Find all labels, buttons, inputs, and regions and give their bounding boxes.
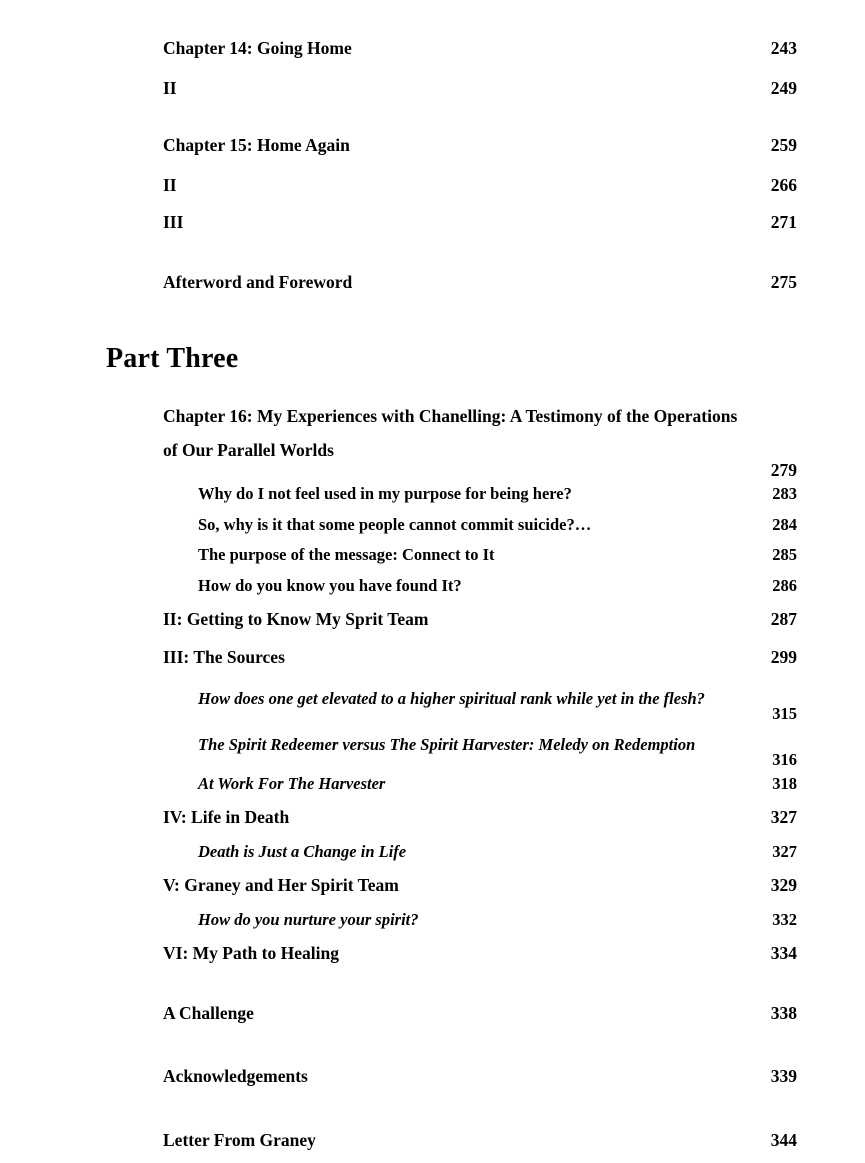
spacer [0,242,865,260]
toc-entry-chapter-14-ii[interactable] [163,70,797,108]
toc-entry-chapter-15[interactable] [163,125,797,167]
toc-entry-page-number: 283 [772,484,797,504]
spacer [0,1036,865,1054]
spacer [0,1100,865,1118]
toc-entry-label: IV: Life in Death [163,807,290,828]
toc-entry-page-number: 299 [770,646,797,667]
toc-entry-page-number: 284 [772,514,797,534]
toc-entry-label: Why do I not feel used in my purpose for being here? [198,484,572,504]
toc-entry-page-number: 243 [770,38,797,58]
toc-entry-page-number: 332 [772,909,797,929]
toc-entry-page-number: 275 [770,271,797,292]
toc-entry-how-does-one-get-elevated[interactable] [198,676,797,722]
toc-entry-page-number: 259 [770,135,797,155]
toc-entry-chapter-15-ii[interactable] [163,167,797,205]
toc-entry-page-number: 279 [770,459,797,480]
toc-entry-label: So, why is it that some people cannot commit suicide?… [198,514,592,534]
toc-entry-label: II: Getting to Know My Sprit Team [163,609,429,630]
toc-entry-label: II [163,174,177,195]
toc-entry-chapter-16-ii[interactable] [163,601,797,639]
toc-entry-label: How does one get elevated to a higher spiritual rank while yet in the flesh? [198,689,705,709]
toc-entry-page-number: 338 [770,1002,797,1023]
toc-entry-label: VI: My Path to Healing [163,943,339,964]
toc-entry-label: Afterword and Foreword [163,271,353,292]
toc-entry-page-number: 315 [772,703,797,723]
toc-entry-page-number: 327 [772,841,797,861]
spacer [0,107,865,125]
toc-entry-page-number: 287 [770,609,797,630]
toc-entry-chapter-16-vi[interactable] [163,935,797,973]
toc-entry-page-number: 285 [772,545,797,565]
toc-entry-label: Chapter 15: Home Again [163,135,350,155]
toc-entry-a-challenge[interactable] [163,991,797,1037]
toc-entry-page-number: 249 [770,77,797,98]
toc-entry-chapter-16-iv[interactable] [163,799,797,837]
toc-entry-page-number: 329 [770,875,797,896]
toc-entry-chapter-14[interactable] [163,28,797,70]
toc-entry-label: Chapter 16: My Experiences with Chanelling: A Testimony of the Operations of Our Parallel Worlds [163,406,738,461]
toc-entry-label: II [163,77,177,98]
toc-entry-page-number: 339 [770,1066,797,1087]
toc-entry-spirit-redeemer-versus-harvester[interactable] [198,722,797,768]
toc-entry-label: III: The Sources [163,646,285,667]
toc-entry-page-number: 344 [770,1129,797,1150]
toc-entry-how-do-you-know-found-it[interactable] [198,571,797,602]
toc-entry-label: Death is Just a Change in Life [198,841,407,861]
toc-entry-page-number: 334 [770,943,797,964]
toc-entry-at-work-for-the-harvester[interactable] [198,769,797,800]
toc-entry-label: A Challenge [163,1002,254,1023]
toc-entry-label: How do you know you have found It? [198,575,462,595]
toc-entry-so-why-is-it-suicide[interactable] [198,510,797,541]
toc-entry-label: III [163,212,184,232]
toc-entry-label: How do you nurture your spirit? [198,909,419,929]
spacer [0,973,865,991]
toc-entry-how-do-you-nurture-your-spirit[interactable] [198,905,797,936]
toc-entry-label: Acknowledgements [163,1066,308,1087]
toc-entry-letter-from-graney[interactable] [163,1118,797,1163]
toc-entry-death-is-just-a-change-in-life[interactable] [198,837,797,868]
toc-entry-afterword-and-foreword[interactable] [163,260,797,306]
toc-entry-chapter-16-v[interactable] [163,867,797,905]
toc-entry-label: Letter From Graney [163,1129,316,1150]
toc-entry-why-do-i-not-feel-used[interactable] [198,479,797,510]
toc-entry-label: The Spirit Redeemer versus The Spirit Harvester: Meledy on Redemption [198,735,696,755]
toc-entry-page-number: 286 [772,575,797,595]
toc-entry-chapter-15-iii[interactable] [163,204,797,242]
toc-entry-purpose-of-the-message[interactable] [198,540,797,571]
toc-entry-page-number: 316 [772,750,797,770]
toc-entry-page-number: 271 [770,212,797,232]
toc-entry-label: At Work For The Harvester [198,773,386,793]
toc-entry-chapter-16-iii[interactable] [163,639,797,677]
spacer [0,305,865,323]
toc-entry-chapter-16[interactable] [163,387,797,479]
part-heading: Part Three [106,343,239,374]
table-of-contents [0,28,865,1163]
toc-entry-page-number: 318 [772,773,797,793]
toc-entry-page-number: 266 [770,174,797,195]
toc-entry-label: V: Graney and Her Spirit Team [163,875,399,896]
toc-entry-label: The purpose of the message: Connect to It [198,545,495,565]
toc-entry-label: Chapter 14: Going Home [163,38,352,58]
toc-entry-acknowledgements[interactable] [163,1054,797,1100]
toc-entry-page-number: 327 [770,807,797,828]
